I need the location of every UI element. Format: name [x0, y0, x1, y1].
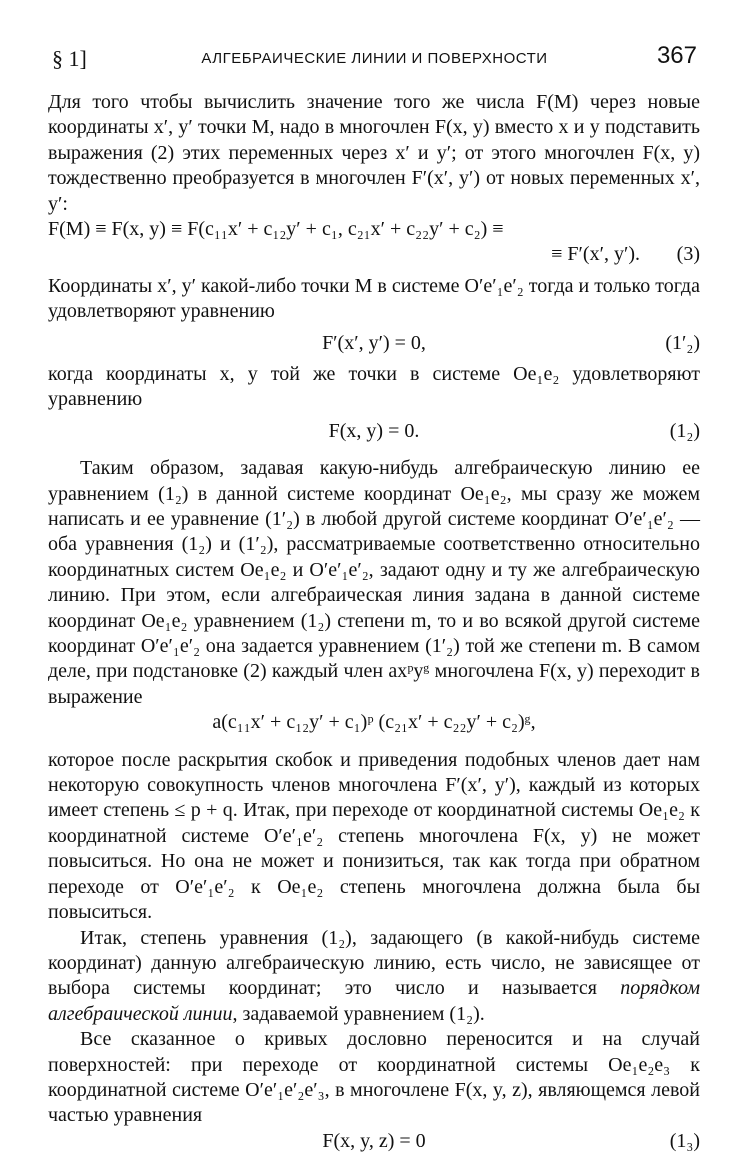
equation-1-3: [48, 1129, 700, 1154]
section-marker: § 1]: [52, 46, 87, 71]
equation-expansion: [48, 710, 700, 735]
equation-1-2-tag: (1₂): [669, 419, 700, 442]
equation-3-line-2: [48, 242, 700, 267]
equation-expansion-expr: a(c₁₁x′ + c₁₂y′ + c₁)ᵖ (c₂₁x′ + c₂₂y′ + c₂)ᵍ,: [212, 711, 536, 734]
page-body: [48, 90, 700, 1154]
equation-1-2-prime: [48, 331, 700, 356]
paragraph-3: когда координаты x, y той же точки в системе Oe₁e₂ удовлетворяют уравнению: [48, 363, 700, 411]
defined-term: порядком алгебраической линии: [48, 977, 700, 1025]
paragraph-7: Все сказанное о кривых дословно переносится и на случай поверхностей: при переходе от координатной системы Oe₁e₂e₃ к координатной системе O′e′₁e′₂e′₃, в многочлене F(x, y, z), являющемся левой частью уравнения: [48, 1028, 700, 1127]
equation-1-2-expr: F(x, y) = 0.: [328, 419, 420, 442]
paragraph-4: Таким образом, задавая какую-нибудь алгебраическую линию ее уравнением (1₂) в данной системе координат Oe₁e₂, мы сразу же можем написать и ее уравнение (1′₂) в любой другой системе координат O′e′₁e′₂ — оба уравнения (1₂) и (1′₂), рассматриваемые соответственно относительно координатных систем Oe₁e₂ и O′e′₁e′₂, задают одну и ту же алгебраическую линию. При этом, если алгебраическая линия задана в данной системе координат Oe₁e₂ уравнением (1₂) степени m, то и во всякой другой системе координат O′e′₁e′₂ она задается уравнением (1′₂) той же степени m. В самом деле, при подстановке (2) каждый член axᵖyᵍ многочлена F(x, y) переходит в выражение: [48, 457, 700, 708]
running-title: АЛГЕБРАИЧЕСКИЕ ЛИНИИ И ПОВЕРХНОСТИ: [201, 50, 548, 67]
running-header: [52, 36, 697, 76]
equation-3-tag: (3): [676, 243, 700, 266]
equation-1-3-expr: F(x, y, z) = 0: [322, 1129, 426, 1152]
paragraph-6: [48, 926, 700, 1028]
equation-3-lhs: F(M) ≡ F(x, y) ≡ F(c₁₁x′ + c₁₂y′ + c₁, c₂₁x′ + c₂₂y′ + c₂) ≡: [48, 218, 504, 241]
paragraph-5: которое после раскрытия скобок и приведения подобных членов дает нам некоторую совокупность членов многочлена F′(x′, y′), каждый из которых имеет степень ≤ p + q. Итак, при переходе от координатной системы Oe₁e₂ к координатной системе O′e′₁e′₂ степень многочлена F(x, y) не может повыситься. Но она не может и понизиться, так как тогда при обратном переходе от O′e′₁e′₂ к Oe₁e₂ степень многочлена должна была бы повыситься.: [48, 748, 700, 924]
equation-1-2: [48, 419, 700, 444]
equation-3-rhs: ≡ F′(x′, y′).: [551, 243, 640, 266]
paragraph-6-text-b: , задаваемой уравнением (1₂).: [232, 1002, 485, 1025]
page-number: 367: [656, 42, 697, 69]
equation-1-2-prime-expr: F′(x′, y′) = 0,: [322, 331, 426, 354]
paragraph-2: Координаты x′, y′ какой-либо точки M в системе O′e′₁e′₂ тогда и только тогда удовлетворяют уравнению: [48, 274, 700, 323]
paragraph-1: Для того чтобы вычислить значение того же числа F(M) через новые координаты x′, y′ точки M, надо в многочлен F(x, y) вместо x и y подставить выражения (2) этих переменных через x′ и y′; от этого многочлен F(x, y) тождественно преобразуется в многочлен F′(x′, y′) от новых переменных x′, y′:: [48, 91, 700, 215]
paragraph-6-text-a: Итак, степень уравнения (1₂), задающего (в какой-нибудь системе координат) данную алгебраическую линию, есть число, не зависящее от выбора системы координат; это число и называется: [48, 926, 700, 1000]
equation-1-3-tag: (1₃): [669, 1129, 700, 1152]
equation-3-line-1: [48, 217, 700, 242]
equation-1-2-prime-tag: (1′₂): [665, 331, 700, 354]
